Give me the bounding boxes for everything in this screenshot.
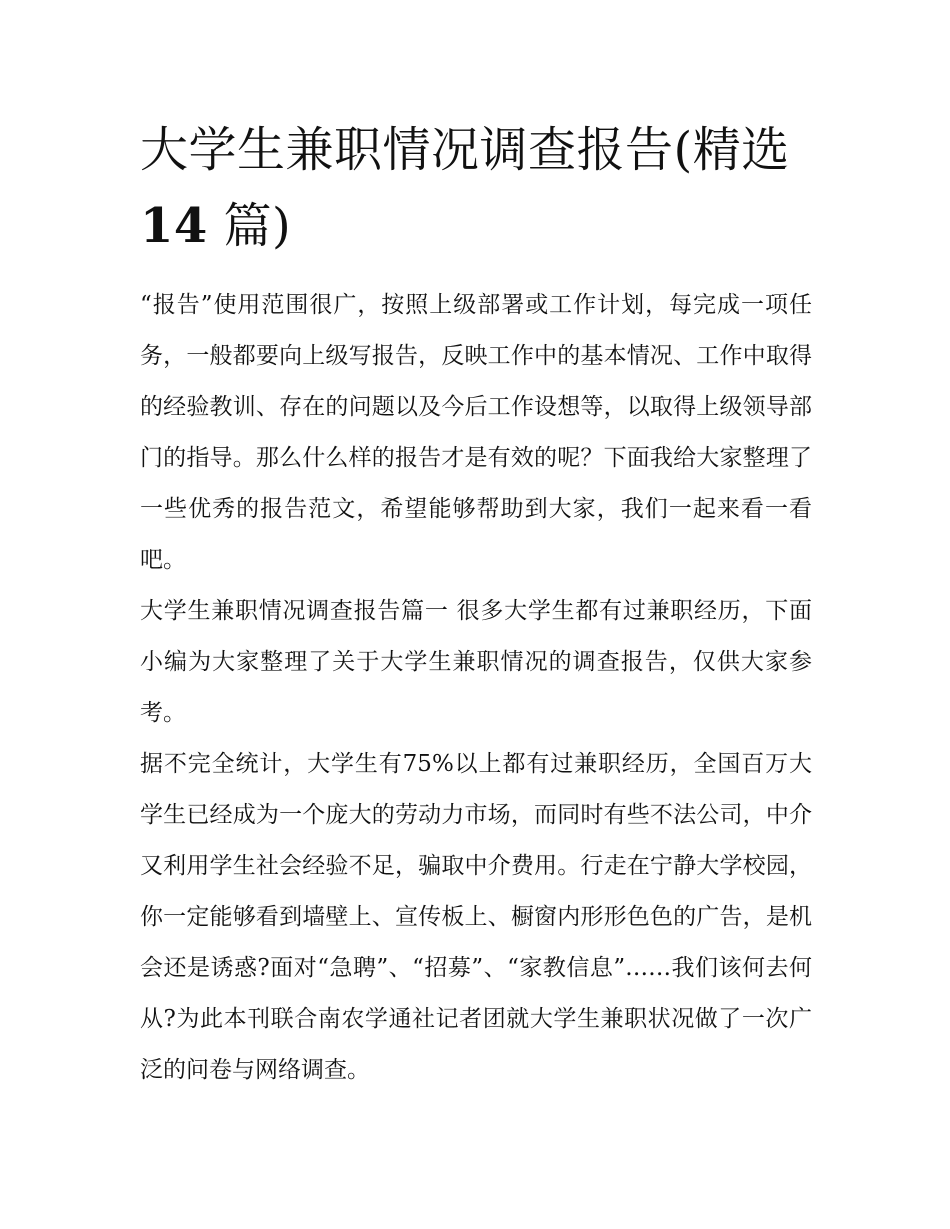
intro-paragraph: “报告”使用范围很广，按照上级部署或工作计划，每完成一项任务，一般都要向上级写报告，反映工作中的基本情况、工作中取得的经验教训、存在的问题以及今后工作设想等，以取得上级领导部门的指导。那么什么样的报告才是有效的呢？下面我给大家整理了一些优秀的报告范文，希望能够帮助到大家，我们一起来看一看吧。 xyxy=(140,292,812,573)
title-line-1: 大学生兼职情况调查报告(精选 xyxy=(140,122,790,178)
section-one-intro-paragraph: 大学生兼职情况调查报告篇一 很多大学生都有过兼职经历，下面小编为大家整理了关于大学生兼职情况的调查报告，仅供大家参考。 xyxy=(140,598,812,726)
title-line-2-rest: 篇) xyxy=(207,198,292,254)
statistics-paragraph: 据不完全统计，大学生有75%以上都有过兼职经历，全国百万大学生已经成为一个庞大的劳动力市场，而同时有些不法公司，中介又利用学生社会经验不足，骗取中介费用。行走在宁静大学校园，你一定能够看到墙壁上、宣传板上、橱窗内形形色色的广告，是机会还是诱惑?面对“急聘”、“招募”、“家教信息”……我们该何去何从?为此本刊联合南农学通社记者团就大学生兼职状况做了一次广泛的问卷与网络调查。 xyxy=(140,751,812,1083)
document-page xyxy=(140,112,812,1096)
title-number: 14 xyxy=(140,198,208,254)
document-title xyxy=(140,112,812,264)
